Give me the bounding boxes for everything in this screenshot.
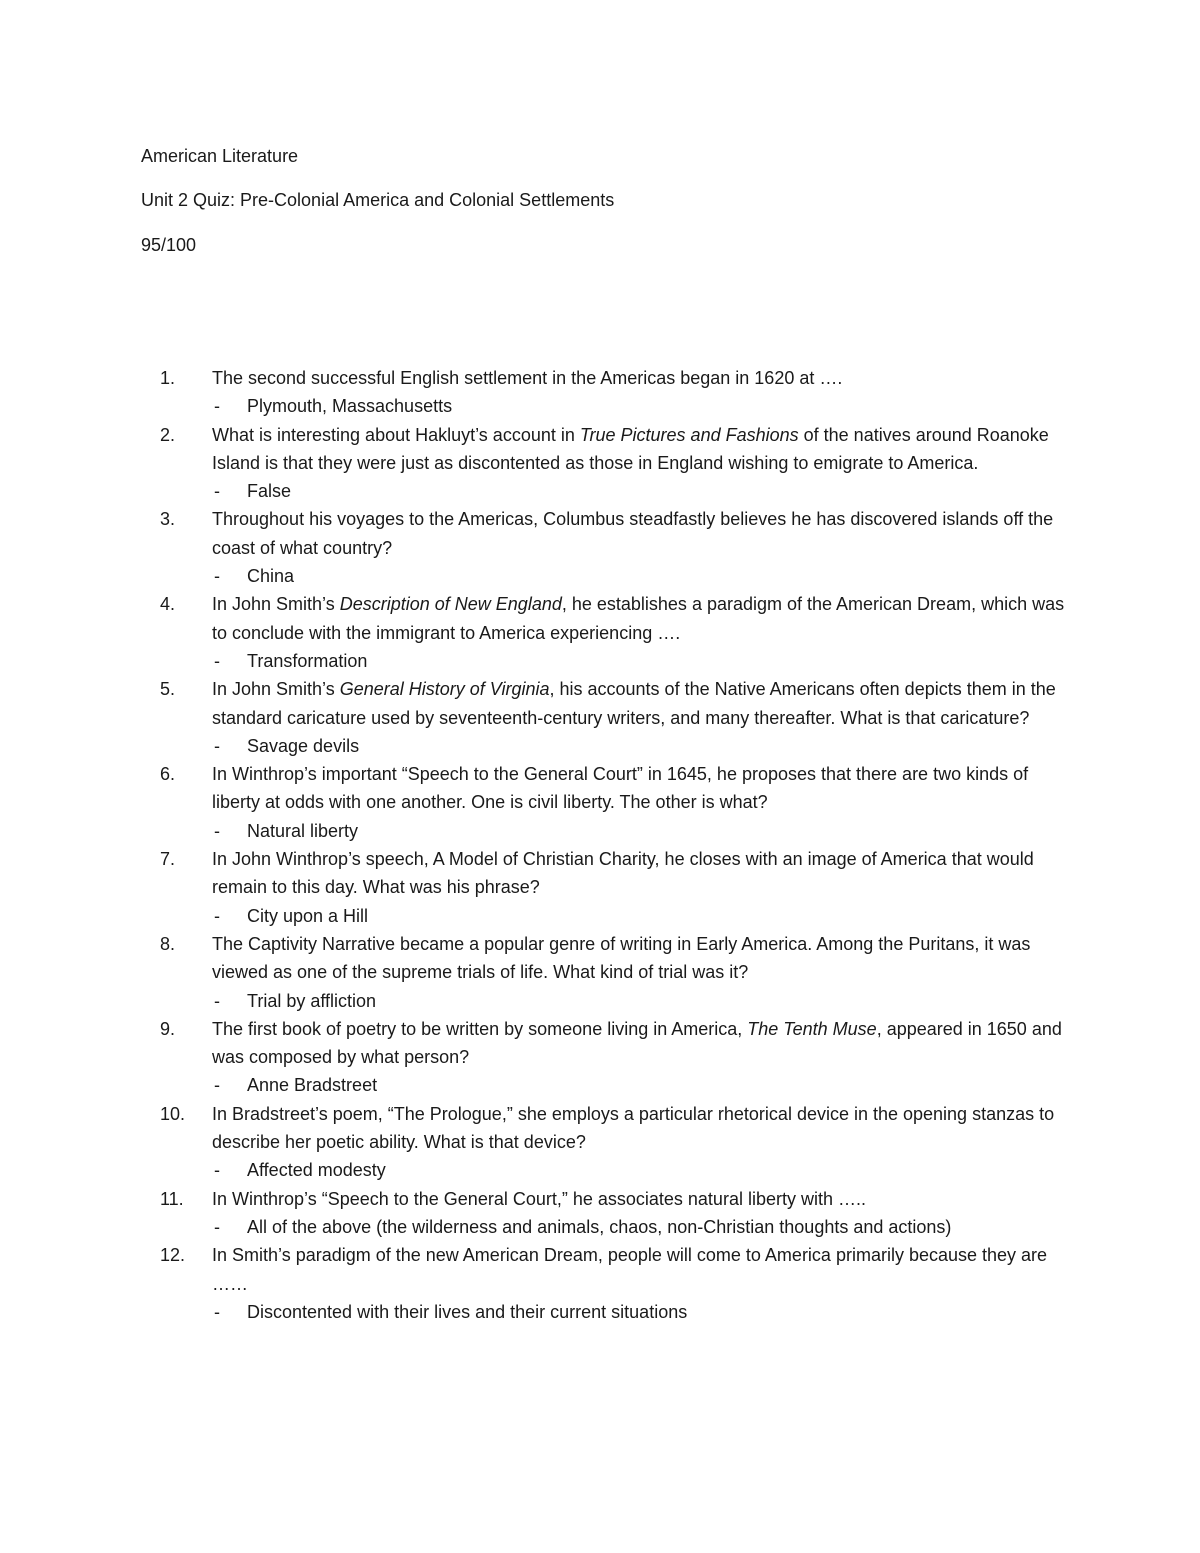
question-number: 3.: [160, 509, 176, 530]
answer-text: Discontented with their lives and their current situations: [247, 1301, 688, 1322]
answer-marker: -: [214, 1301, 220, 1322]
question-number: 6.: [160, 764, 176, 785]
question-number: 8.: [160, 933, 176, 954]
question-number: 9.: [160, 1018, 176, 1039]
answer-line: [212, 647, 1072, 675]
answer-marker: -: [214, 650, 220, 671]
work-title: General History of Virginia: [339, 679, 550, 700]
answer-text: All of the above (the wilderness and animals, chaos, non-Christian thoughts and actions): [247, 1216, 952, 1237]
answer-marker: -: [214, 481, 220, 502]
question-list: [0, 364, 1200, 1326]
question-text: [212, 1241, 1072, 1298]
question-text-part: , appeared in 1650 and was composed by what person?: [212, 1018, 1062, 1068]
question-text: [212, 1015, 1072, 1072]
question-item: [0, 1015, 1072, 1100]
question-item: [0, 930, 1072, 1015]
answer-marker: -: [214, 396, 220, 417]
question-number: 5.: [160, 679, 176, 700]
question-item: [0, 845, 1072, 930]
answer-text: Affected modesty: [247, 1160, 386, 1181]
question-item: [0, 1241, 1072, 1326]
question-text: [212, 1100, 1072, 1157]
question-text: [212, 845, 1072, 902]
answer-line: [212, 477, 1072, 505]
question-text-part: In John Smith’s: [212, 679, 340, 700]
answer-text: Transformation: [247, 650, 368, 671]
answer-line: [212, 902, 1072, 930]
question-text-part: , he establishes a paradigm of the American Dream, which was to conclude with the immigrant to America experiencing ….: [212, 594, 1065, 643]
question-number: 11.: [160, 1188, 184, 1209]
answer-text: False: [247, 481, 292, 502]
quiz-title: Unit 2 Quiz: Pre-Colonial America and Colonial Settlements: [141, 190, 615, 210]
answer-marker: -: [214, 1216, 220, 1237]
answer-line: [212, 1156, 1072, 1184]
question-text-part: In Winthrop’s “Speech to the General Court,” he associates natural liberty with …..: [212, 1188, 866, 1209]
answer-text: City upon a Hill: [247, 905, 369, 926]
question-item: [0, 675, 1072, 760]
question-item: [0, 760, 1072, 845]
question-item: [0, 505, 1072, 590]
question-text-part: In John Winthrop’s speech, A Model of Christian Charity, he closes with an image of America that would remain to this day. What was his phrase?: [212, 849, 1034, 898]
answer-text: Anne Bradstreet: [247, 1075, 378, 1096]
question-text: [212, 675, 1072, 732]
question-number: 1.: [160, 368, 176, 388]
question-text: [212, 760, 1072, 817]
question-text: [212, 1185, 1072, 1213]
question-text-part: , his accounts of the Native Americans often depicts them in the standard caricature used by seventeenth-century writers, and many thereafter. What is that caricature?: [212, 679, 1056, 728]
answer-text: Plymouth, Massachusetts: [247, 396, 453, 417]
question-text-part: The Captivity Narrative became a popular genre of writing in Early America. Among the Puritans, it was viewed as one of the supreme trials of life. What kind of trial was it?: [212, 933, 1031, 983]
answer-line: [212, 562, 1072, 590]
question-text: [212, 590, 1072, 647]
question-text: [212, 364, 1072, 392]
answer-text: Savage devils: [247, 735, 360, 756]
answer-text: China: [247, 566, 295, 587]
question-item: [0, 590, 1072, 675]
question-text-part: The second successful English settlement in the Americas began in 1620 at ….: [212, 368, 843, 388]
answer-line: [212, 732, 1072, 760]
question-text: [212, 421, 1072, 478]
question-text-part: of the natives around Roanoke Island is that they were just as discontented as those in England wishing to emigrate to America.: [212, 424, 1049, 473]
question-item: [0, 1185, 1072, 1242]
question-number: 2.: [160, 424, 176, 445]
answer-marker: -: [214, 820, 220, 841]
answer-text: Trial by affliction: [247, 990, 377, 1011]
answer-marker: -: [214, 1160, 220, 1181]
question-text-part: In Bradstreet’s poem, “The Prologue,” she employs a particular rhetorical device in the opening stanzas to describe her poetic ability. What is that device?: [212, 1103, 1055, 1153]
question-text-part: In Smith’s paradigm of the new American Dream, people will come to America primarily because they are ……: [212, 1245, 1048, 1294]
answer-marker: -: [214, 1075, 220, 1096]
question-text: [212, 505, 1072, 562]
quiz-score: 95/100: [141, 235, 197, 255]
question-number: 10.: [160, 1103, 186, 1124]
question-text-part: What is interesting about Hakluyt’s account in: [212, 424, 580, 445]
question-item: [0, 421, 1072, 506]
work-title: Description of New England: [339, 594, 562, 615]
answer-text: Natural liberty: [247, 820, 359, 841]
question-number: 7.: [160, 849, 176, 870]
answer-line: [212, 1298, 1072, 1326]
answer-marker: -: [214, 905, 220, 926]
work-title: The Tenth Muse: [747, 1018, 877, 1039]
answer-marker: -: [214, 735, 220, 756]
answer-line: [212, 1213, 1072, 1241]
question-text-part: The first book of poetry to be written by someone living in America,: [212, 1018, 748, 1039]
answer-line: [212, 817, 1072, 845]
answer-line: [212, 392, 1072, 420]
work-title: True Pictures and Fashions: [579, 424, 799, 445]
question-number: 4.: [160, 594, 176, 615]
answer-marker: -: [214, 566, 220, 587]
question-text-part: In Winthrop’s important “Speech to the General Court” in 1645, he proposes that there are two kinds of liberty at odds with one another. One is civil liberty. The other is what?: [212, 764, 1029, 813]
answer-line: [212, 987, 1072, 1015]
question-text-part: In John Smith’s: [212, 594, 340, 615]
answer-marker: -: [214, 990, 220, 1011]
question-number: 12.: [160, 1245, 186, 1266]
question-item: [0, 1100, 1072, 1185]
question-text-part: Throughout his voyages to the Americas, Columbus steadfastly believes he has discovered islands off the coast of what country?: [212, 509, 1054, 558]
answer-line: [212, 1071, 1072, 1099]
course-title: American Literature: [141, 146, 299, 166]
question-item: [0, 364, 1072, 421]
question-text: [212, 930, 1072, 987]
